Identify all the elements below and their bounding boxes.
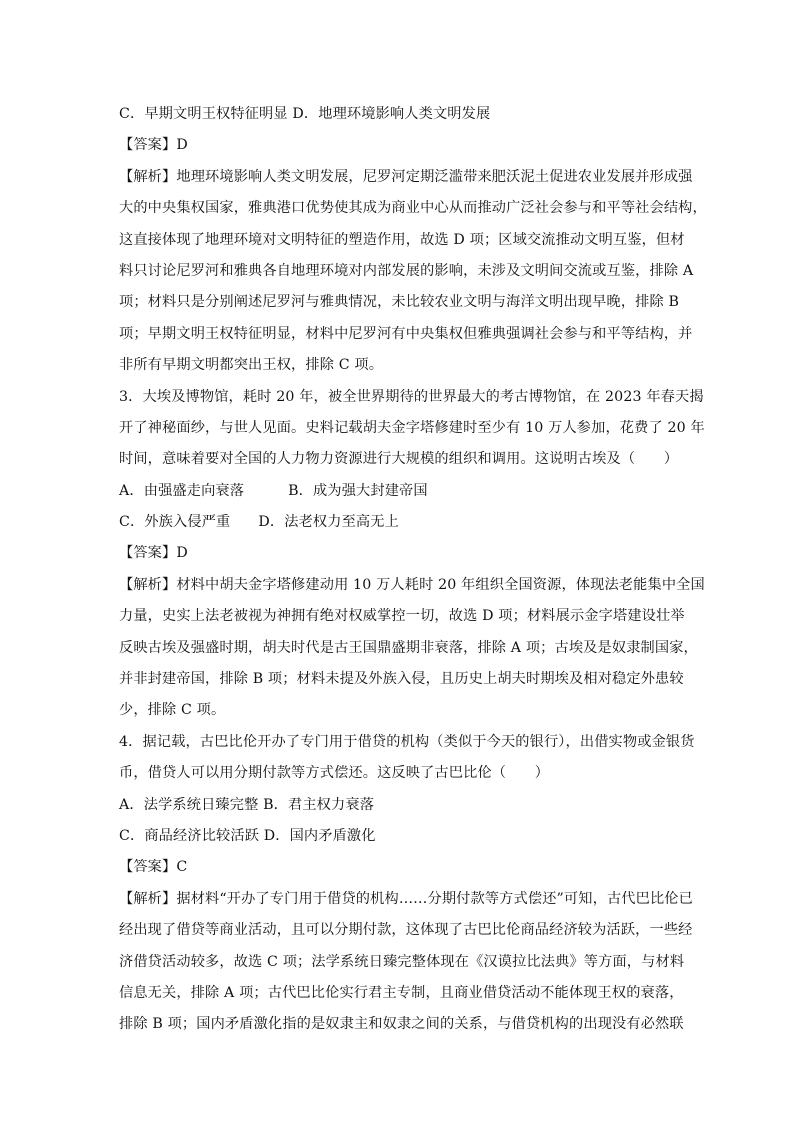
q3-analysis-line: 【解析】材料中胡夫金字塔修建动用 10 万人耗时 20 年组织全国资源，体现法老能集中全国: [119, 576, 705, 593]
q4-analysis-line: 信息无关，排除 A 项；古代巴比伦实行君主专制，且商业借贷活动不能体现王权的衰落，: [119, 984, 684, 1001]
q2-analysis-line: 非所有早期文明都突出王权，排除 C 项。: [119, 357, 384, 374]
q3-analysis-line: 并非封建帝国，排除 B 项；材料未提及外族入侵，且历史上胡夫时期埃及相对稳定外患较: [119, 671, 684, 688]
q2-analysis-line: 大的中央集权国家，雅典港口优势使其成为商业中心从而推动广泛社会参与和平等社会结构，: [119, 200, 707, 217]
q4-options-cd: C．商品经济比较活跃 D．国内矛盾激化: [119, 827, 376, 844]
q3-options-ab: [119, 476, 675, 507]
document-body: [119, 99, 707, 1041]
q3-stem-line: 3．大埃及博物馆，耗时 20 年，被全世界期待的世界最大的考古博物馆，在 2023 年春天揭: [119, 388, 704, 405]
q3-option-a: A．由强盛走向衰落: [119, 482, 245, 499]
q4-analysis-line: 经出现了借贷等商业活动，且可以分期付款，这体现了古巴比伦商品经济较为活跃，一些经: [119, 922, 693, 939]
q3-option-c: C．外族入侵严重: [119, 514, 231, 531]
q2-analysis-line: 这直接体现了地理环境对文明特征的塑造作用，故选 D 项；区域交流推动文明互鉴，但材: [119, 231, 685, 248]
q3-analysis-line: 力量，史实上法老被视为神拥有绝对权威掌控一切，故选 D 项；材料展示金字塔建设壮举: [119, 608, 685, 625]
q2-analysis-line: 项；早期文明王权特征明显，材料中尼罗河有中央集权但雅典强调社会参与和平等结构，并: [119, 325, 693, 342]
q2-analysis-line: 【解析】地理环境影响人类文明发展，尼罗河定期泛滥带来肥沃泥土促进农业发展并形成强: [119, 168, 693, 185]
q3-option-d: D．法老权力至高无上: [258, 514, 399, 531]
q4-stem-line: 4．据记载，古巴比伦开办了专门用于借贷的机构（类似于今天的银行），出借实物或金银货: [119, 733, 695, 750]
q2-analysis-line: 项；材料只是分别阐述尼罗河与雅典情况，未比较农业文明与海洋文明出现早晚，排除 B: [119, 294, 680, 311]
q4-stem-line: 币，借贷人可以用分期付款等方式偿还。这反映了古巴比伦（ ）: [119, 765, 550, 782]
q2-answer: 【答案】D: [119, 137, 188, 154]
q3-option-b: B．成为强大封建帝国: [288, 482, 428, 499]
q3-answer: 【答案】D: [119, 545, 188, 562]
q3-analysis-line: 少，排除 C 项。: [119, 702, 226, 719]
q3-stem-line: 时间，意味着要对全国的人力物力资源进行大规模的组织和调用。这说明古埃及（ ）: [119, 451, 679, 468]
q2-analysis-line: 料只讨论尼罗河和雅典各自地理环境对内部发展的影响，未涉及文明间交流或互鉴，排除 A: [119, 262, 694, 279]
q3-options-cd: [119, 507, 675, 538]
q4-options-ab: A．法学系统日臻完整 B．君主权力衰落: [119, 796, 375, 813]
q3-stem-line: 开了神秘面纱，与世人见面。史料记载胡夫金字塔修建时至少有 10 万人参加，花费了 20 年: [119, 419, 705, 436]
q4-analysis-line: 济借贷活动较多，故选 C 项；法学系统日臻完整体现在《汉谟拉比法典》等方面，与材料: [119, 953, 685, 970]
q4-answer: 【答案】C: [119, 859, 188, 876]
q4-analysis-line: 排除 B 项；国内矛盾激化指的是奴隶主和奴隶之间的关系，与借贷机构的出现没有必然联: [119, 1016, 684, 1033]
q3-analysis-line: 反映古埃及强盛时期，胡夫时代是古王国鼎盛期非衰落，排除 A 项；古埃及是奴隶制国家，: [119, 639, 698, 656]
q2-options-cd: C．早期文明王权特征明显 D．地理环境影响人类文明发展: [119, 106, 491, 122]
q4-analysis-line: 【解析】据材料“开办了专门用于借贷的机构……分期付款等方式偿还”可知，古代巴比伦已: [119, 890, 693, 907]
